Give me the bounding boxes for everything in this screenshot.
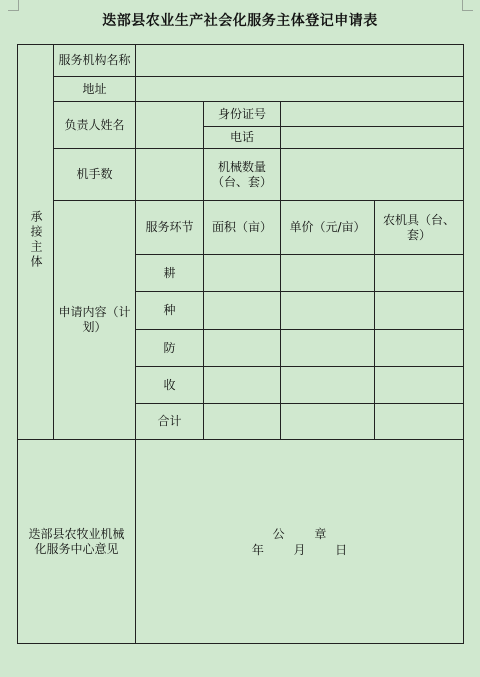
page-title: 迭部县农业生产社会化服务主体登记申请表 — [102, 13, 378, 29]
machinery-header: 农机具（台、套） — [375, 201, 464, 255]
stage-label: 种 — [136, 292, 204, 330]
date-day-label: 日 — [335, 542, 348, 557]
machinery-field[interactable] — [375, 330, 464, 367]
phone-label: 电话 — [204, 127, 281, 149]
operators-field[interactable] — [136, 149, 204, 201]
leader-label: 负责人姓名 — [54, 102, 136, 149]
center-opinion-field[interactable] — [136, 440, 464, 644]
apply-content-label: 申请内容（计划） — [54, 201, 136, 440]
subject-label-cell — [18, 45, 54, 440]
unit-price-field[interactable] — [281, 255, 375, 292]
operators-label: 机手数 — [54, 149, 136, 201]
registration-form-table — [17, 44, 464, 644]
total-label: 合计 — [136, 404, 204, 440]
center-opinion-label: 迭部县农牧业机械化服务中心意见 — [18, 440, 136, 644]
stage-label: 收 — [136, 367, 204, 404]
unit-price-field[interactable] — [281, 367, 375, 404]
unit-price-header: 单价（元/亩） — [281, 201, 375, 255]
machinery-total-field[interactable] — [375, 404, 464, 440]
address-label: 地址 — [54, 77, 136, 102]
stage-label: 耕 — [136, 255, 204, 292]
area-header: 面积（亩） — [204, 201, 281, 255]
machinery-field[interactable] — [375, 255, 464, 292]
area-field[interactable] — [204, 255, 281, 292]
org-name-label: 服务机构名称 — [54, 45, 136, 77]
stage-header: 服务环节 — [136, 201, 204, 255]
unit-price-field[interactable] — [281, 292, 375, 330]
id-number-label: 身份证号 — [204, 102, 281, 127]
area-field[interactable] — [204, 330, 281, 367]
phone-field[interactable] — [281, 127, 464, 149]
leader-field[interactable] — [136, 102, 204, 149]
machinery-field[interactable] — [375, 292, 464, 330]
address-field[interactable] — [136, 77, 464, 102]
id-number-field[interactable] — [281, 102, 464, 127]
machine-count-label: 机械数量（台、套） — [204, 149, 281, 201]
area-field[interactable] — [204, 292, 281, 330]
area-total-field[interactable] — [204, 404, 281, 440]
unit-price-field[interactable] — [281, 330, 375, 367]
machinery-field[interactable] — [375, 367, 464, 404]
org-name-field[interactable] — [136, 45, 464, 77]
date-year-label: 年 — [251, 542, 264, 557]
date-month-label: 月 — [293, 542, 306, 557]
stage-label: 防 — [136, 330, 204, 367]
unit-price-total-field[interactable] — [281, 404, 375, 440]
machine-count-field[interactable] — [281, 149, 464, 201]
area-field[interactable] — [204, 367, 281, 404]
subject-label: 承接主体 — [29, 210, 43, 270]
seal-char: 章 — [314, 526, 327, 541]
seal-char: 公 — [272, 526, 285, 541]
official-seal-line — [138, 526, 461, 558]
